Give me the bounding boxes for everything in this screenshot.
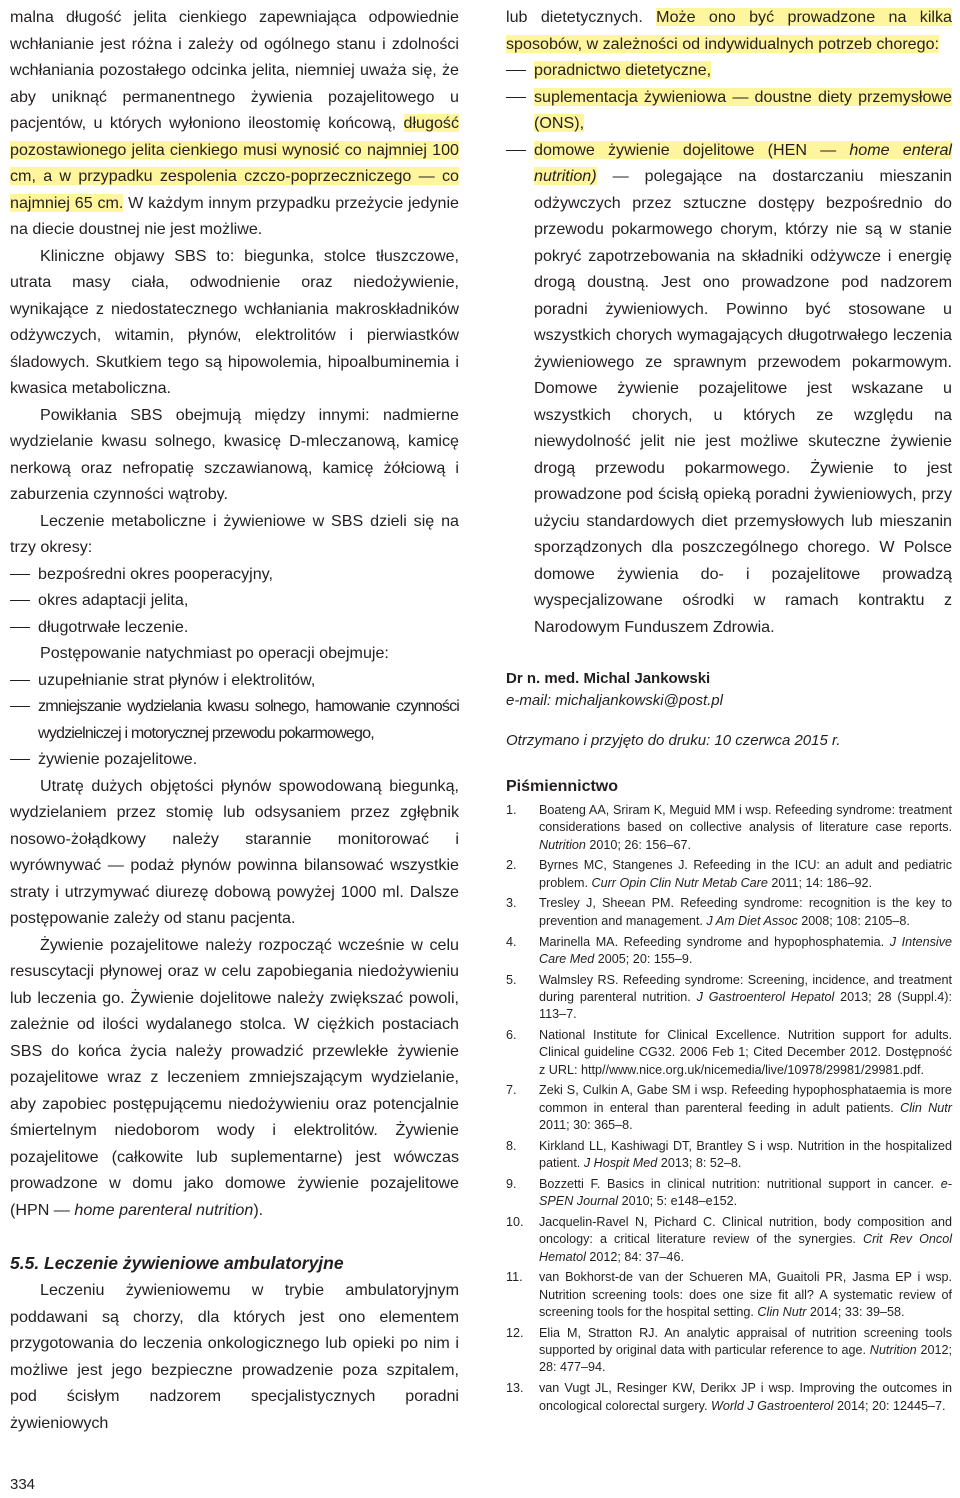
emphasis: home parenteral nutrition bbox=[74, 1200, 254, 1219]
list-item bbox=[506, 137, 952, 641]
paragraph: Utratę dużych objętości płynów spowodowaną biegunką, wydzielaniem przez stomię lub odsysaniem przez zgłębnik nosowo-żołądkowy należy starannie monitorować i wyrównywać — podaż płynów powinna bilansować wszystkie straty i utrzymywać diurezę dobową powyżej 1000 ml. Dalsze postępowanie zależy od stanu pacjenta. bbox=[10, 776, 459, 927]
reference-number: 6. bbox=[506, 1028, 517, 1043]
list-item: bezpośredni okres pooperacyjny, bbox=[10, 561, 459, 588]
reference-text: Elia M, Stratton RJ. An analytic appraisal of nutrition screening tools supported by original data with particular reference to age. bbox=[539, 1325, 952, 1358]
highlighted-text: długość pozostawionego jelita cienkiego musi wynosić co najmniej 100 cm, a w przypadku zespolenia czczo-poprzeczniczego — co najmniej 65 cm. bbox=[10, 114, 459, 212]
reference-item bbox=[506, 895, 952, 930]
reference-number: 4. bbox=[506, 934, 517, 949]
paragraph bbox=[10, 932, 459, 1224]
references-heading: Piśmiennictwo bbox=[506, 778, 619, 795]
reference-journal: Clin Nutr bbox=[757, 1305, 807, 1320]
reference-details: 2011; 30: 365–8. bbox=[539, 1118, 633, 1133]
highlighted-text: poradnictwo dietetyczne, bbox=[534, 61, 712, 79]
reference-journal: J Gastroenterol Hepatol bbox=[696, 989, 835, 1004]
reference-text: Kirkland LL, Kashiwagi DT, Brantley S i wsp. Nutrition in the hospitalized patient. bbox=[539, 1138, 952, 1171]
section-heading: 5.5. Leczenie żywieniowe ambulatoryjne bbox=[10, 1253, 344, 1273]
reference-number: 13. bbox=[506, 1381, 524, 1396]
reference-number: 1. bbox=[506, 803, 517, 817]
reference-journal: e-SPEN Journal bbox=[539, 1176, 952, 1209]
reference-text: Walmsley RS. Refeeding syndrome: Screening, incidence, and treatment during parenteral nutrition. bbox=[539, 972, 952, 1004]
reference-journal: J Am Diet Assoc bbox=[706, 913, 798, 928]
reference-number: 11. bbox=[506, 1270, 523, 1285]
reference-details: 2014; 33: 39–58. bbox=[806, 1305, 905, 1320]
reference-details: 2010; 26: 156–67. bbox=[585, 837, 691, 852]
reference-number: 2. bbox=[506, 858, 517, 873]
reference-item bbox=[506, 857, 952, 892]
reference-details: 2012; 28: 477–94. bbox=[539, 1343, 952, 1375]
reference-text: van Bokhorst-de van der Schueren MA, Guaitoli PR, Jasma EP i wsp. Nutrition screening tools: does one size fit all? A systematic review of screening tools for the hospital setting. bbox=[539, 1270, 952, 1320]
paragraph bbox=[10, 4, 459, 243]
right-column bbox=[506, 4, 952, 1418]
reference-number: 3. bbox=[506, 896, 517, 911]
text: lub dietetycznych. bbox=[506, 8, 657, 26]
paragraph: Postępowanie natychmiast po operacji obejmuje: bbox=[40, 644, 389, 662]
reference-item bbox=[506, 802, 952, 854]
reference-item bbox=[506, 972, 952, 1024]
author-email: e-mail: michaljankowski@post.pl bbox=[506, 692, 723, 709]
reference-text: Zeki S, Culkin A, Gabe SM i wsp. Refeeding hypophosphataemia is more common in enteral than parenteral feeding in adult patients. bbox=[539, 1083, 952, 1115]
reference-details: 2008; 108: 2105–8. bbox=[797, 913, 910, 928]
author-name: Dr n. med. Michal Jankowski bbox=[506, 670, 711, 687]
highlighted-text: Może ono być prowadzone na kilka sposobów, w zależności od indywidualnych potrzeb chorego: bbox=[506, 8, 952, 53]
reference-journal: Nutrition bbox=[869, 1343, 917, 1358]
text: Żywienie pozajelitowe należy rozpocząć wcześnie w celu resuscytacji płynowej oraz w celu zapobiegania niedożywieniu lub leczenia go. Żywienie dojelitowe należy zwiększać powoli, zależnie od ilości wydalanego stolca. W ciężkich postaciach SBS do końca życia należy prowadzić przewlekłe żywienie pozajelitowe wraz z leczeniem zmniejszającym wydzielanie, aby zapobiec postępującemu niedożywieniu oraz potencjalnie śmiertelnym niedoborom wody i elektrolitów. Żywienie pozajelitowe (całkowite lub suplementarne) jest wówczas prowadzone w domu jako domowe żywienie pozajelitowe (HPN — bbox=[10, 935, 459, 1219]
reference-details: 2013; 28 (Suppl.4): 113–7. bbox=[539, 989, 952, 1022]
paragraph: Powikłania SBS obejmują między innymi: nadmierne wydzielanie kwasu solnego, kwasicę D-mleczanową, kamicę nerkową oraz nefropatię szczawianową, kamicę żółciową i zaburzenia czynności wątroby. bbox=[10, 405, 459, 503]
reference-number: 5. bbox=[506, 972, 517, 987]
reference-item bbox=[506, 1027, 952, 1079]
reference-number: 9. bbox=[506, 1176, 517, 1191]
reference-text: Jacquelin-Ravel N, Pichard C. Clinical nutrition, body composition and oncology: a critical literature review of the synergies. bbox=[539, 1215, 952, 1247]
list-item bbox=[506, 84, 952, 137]
author-block bbox=[506, 668, 952, 712]
reference-details: 2012; 84: 37–46. bbox=[585, 1249, 684, 1264]
text: malna długość jelita cienkiego zapewniająca odpowiednie wchłanianie jest różna i zależy od ogólnego stanu i zdolności wchłaniania pozostałego odcinka jelita, niemniej uważa się, że aby uniknąć permanentnego żywienia pozajelitowego u pacjentów, u których wyłoniono ileostomię końcową, bbox=[10, 8, 459, 132]
paragraph bbox=[506, 4, 952, 57]
highlighted-text: domowe żywienie dojelitowe (HEN — bbox=[534, 140, 850, 159]
reference-details: 2011; 14: 186–92. bbox=[767, 875, 872, 890]
paragraph: Leczeniu żywieniowemu w trybie ambulatoryjnym poddawani są chorzy, dla których jest ono elementem przygotowania do leczenia onkologicznego lub opieki po nim i możliwe jest jego bezpieczne prowadzenie poza szpitalem, pod ścisłym nadzorem specjalistycznych poradni żywieniowych bbox=[10, 1281, 459, 1432]
reference-item bbox=[506, 1176, 952, 1211]
page-number: 334 bbox=[10, 1476, 36, 1493]
reference-text: Byrnes MC, Stangenes J. Refeeding in the ICU: an adult and pediatric problem. bbox=[539, 858, 952, 890]
reference-journal: World J Gastroenterol bbox=[710, 1398, 834, 1413]
text: W każdym innym przypadku przeżycie jedynie na diecie doustnej nie jest możliwe. bbox=[10, 193, 459, 238]
reference-text: National Institute for Clinical Excellence. Nutrition support for adults. Clinical guideline CG32. 2006 Feb 1; Cited December 2012. Dostępność z URL: http//www.nice.org.uk/nicemedia/live/10978/29981/29981.pdf. bbox=[539, 1028, 952, 1077]
paragraph: Kliniczne objawy SBS to: biegunka, stolce tłuszczowe, utrata masy ciała, odwodnienie oraz niedożywienie, wynikające z niedostatecznego wchłaniania makroskładników odżywczych, witamin, płynów, elektrolitów i pierwiastków śladowych. Skutkiem tego są hipowolemia, hipoalbuminemia i kwasica metaboliczna. bbox=[10, 246, 459, 397]
reference-number: 8. bbox=[506, 1138, 517, 1153]
list-item: okres adaptacji jelita, bbox=[10, 587, 459, 614]
reference-number: 12. bbox=[506, 1325, 524, 1340]
reference-item bbox=[506, 1325, 952, 1377]
reference-details: 2014; 20: 12445–7. bbox=[833, 1398, 946, 1413]
reference-item bbox=[506, 934, 952, 969]
received-date: Otrzymano i przyjęto do druku: 10 czerwca 2015 r. bbox=[506, 732, 841, 749]
reference-journal: Nutrition bbox=[539, 837, 586, 852]
reference-item bbox=[506, 1214, 952, 1266]
text: — polegające na dostarczaniu mieszanin odżywczych przez sztuczne dostępy bezpośrednio do przewodu pokarmowego chorym, którzy nie są w stanie pokryć zapotrzebowania na składniki odżywcze i energię drogą doustną. Jest ono prowadzone pod nadzorem poradni żywieniowych. Powinno być stosowane u wszystkich chorych wymagających długotrwałego leczenia żywieniowego ze sprawnym przewodem pokarmowym. Domowe żywienie pozajelitowe jest wskazane u wszystkich chorych, u których ze względu na niewydolność jelit nie jest możliwe skuteczne żywienie drogą przewodu pokarmowego. Żywienie to jest prowadzone pod ścisłą opieką poradni żywieniowych, przy użyciu standardowych diet przemysłowych lub mieszanin sporządzonych dla poszczególnego chorego. W Polsce domowe żywienia do- i pozajelitowe prowadzą wyspecjalizowane ośrodki w ramach kontraktu z Narodowym Funduszem Zdrowia. bbox=[534, 167, 952, 636]
reference-journal: J Hospit Med bbox=[583, 1156, 658, 1171]
reference-number: 7. bbox=[506, 1083, 517, 1098]
list-item: uzupełnianie strat płynów i elektrolitów, bbox=[10, 667, 459, 694]
list-item: żywienie pozajelitowe. bbox=[10, 746, 459, 773]
left-column bbox=[10, 4, 459, 1436]
reference-item bbox=[506, 1138, 952, 1173]
reference-journal: Curr Opin Clin Nutr Metab Care bbox=[591, 875, 768, 890]
highlighted-emphasis: home enteral nutrition) bbox=[534, 140, 952, 185]
list-item: długotrwałe leczenie. bbox=[10, 614, 459, 641]
text: ). bbox=[253, 1200, 264, 1219]
list-item: zmniejszanie wydzielania kwasu solnego, hamowanie czynności wydzielniczej i motorycznej przewodu pokarmowego, bbox=[10, 693, 459, 746]
reference-text: van Vugt JL, Resinger KW, Derikx JP i wsp. Improving the outcomes in oncological colorectal surgery. bbox=[539, 1381, 952, 1413]
reference-text: Bozzetti F. Basics in clinical nutrition: nutritional support in cancer. bbox=[539, 1176, 941, 1191]
paragraph: Leczenie metaboliczne i żywieniowe w SBS dzieli się na trzy okresy: bbox=[10, 511, 459, 556]
reference-details: 2010; 5: e148–e152. bbox=[618, 1194, 738, 1209]
reference-text: Marinella MA. Refeeding syndrome and hypophosphatemia. bbox=[539, 934, 890, 949]
reference-journal: Clin Nutr bbox=[900, 1100, 952, 1115]
reference-item bbox=[506, 1082, 952, 1134]
reference-details: 2013; 8: 52–8. bbox=[657, 1156, 742, 1171]
reference-journal: Crit Rev Oncol Hematol bbox=[539, 1232, 952, 1264]
reference-details: 2005; 20: 155–9. bbox=[594, 951, 693, 966]
reference-text: Tresley J, Sheean PM. Refeeding syndrome: recognition is the key to prevention and management. bbox=[539, 896, 952, 928]
reference-number: 10. bbox=[506, 1215, 524, 1230]
references-list bbox=[506, 802, 952, 1415]
reference-text: Boateng AA, Sriram K, Meguid MM i wsp. Refeeding syndrome: treatment considerations based on collective analysis of literature case reports. bbox=[539, 803, 952, 835]
reference-item bbox=[506, 1380, 952, 1415]
highlighted-text: suplementacja żywieniowa — doustne diety przemysłowe (ONS), bbox=[534, 87, 952, 132]
reference-item bbox=[506, 1269, 952, 1321]
reference-journal: J Intensive Care Med bbox=[539, 934, 953, 966]
list-item bbox=[506, 57, 952, 84]
